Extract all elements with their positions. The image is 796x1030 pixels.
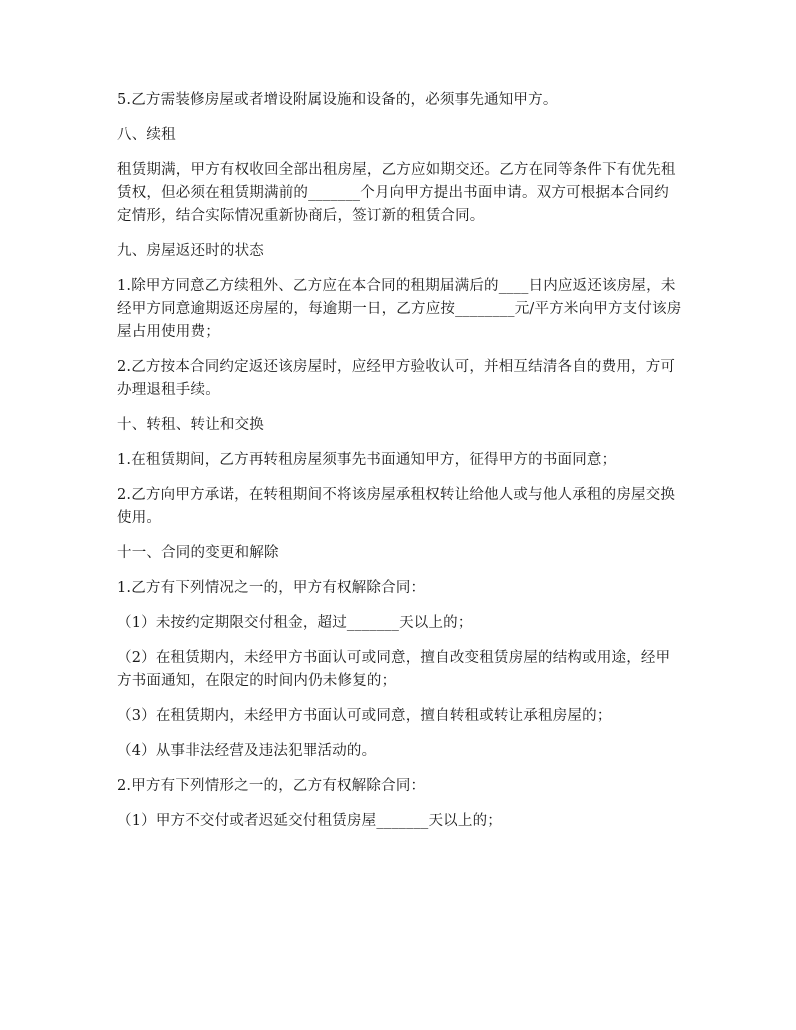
document-page	[117, 89, 682, 845]
termination-subclause-1-2: （2）在租赁期内，未经甲方书面认可或同意，擅自改变租赁房屋的结构或用途，经甲方书面通知，在限定的时间内仍未修复的；	[117, 650, 671, 689]
sublease-clause-1: 1.在租赁期间，乙方再转租房屋须事先书面通知甲方，征得甲方的书面同意；	[117, 452, 617, 468]
termination-subclause-2-1: （1）甲方不交付或者迟延交付租赁房屋_______天以上的；	[117, 813, 502, 829]
termination-subclause-1-3: （3）在租赁期内，未经甲方书面认可或同意，擅自转租或转让承租房屋的；	[117, 708, 612, 724]
clause-5-renovation-notice: 5.乙方需装修房屋或者增设附属设施和设备的，必须事先通知甲方。	[117, 92, 558, 108]
termination-subclause-1-1: （1）未按约定期限交付租金，超过_______天以上的；	[117, 615, 473, 631]
sublease-clause-2: 2.乙方向甲方承诺，在转租期间不将该房屋承租权转让给他人或与他人承租的房屋交换使用。	[117, 487, 676, 526]
termination-subclause-1-4: （4）从事非法经营及违法犯罪活动的。	[117, 743, 377, 759]
termination-clause-2: 2.甲方有下列情形之一的，乙方有权解除合同：	[117, 778, 426, 794]
return-clause-1: 1.除甲方同意乙方续租外、乙方应在本合同的租期届满后的____日内应返还该房屋，未经甲方同意逾期返还房屋的，每逾期一日，乙方应按________元/平方米向甲方支付该房屋占用使用费；	[117, 278, 682, 340]
termination-clause-1: 1.乙方有下列情况之一的，甲方有权解除合同：	[117, 580, 426, 596]
section-heading-renewal: 八、续租	[117, 127, 176, 143]
return-clause-2: 2.乙方按本合同约定返还该房屋时，应经甲方验收认可，并相互结清各自的费用，方可办理退租手续。	[117, 359, 676, 398]
section-heading-termination: 十一、合同的变更和解除	[117, 545, 279, 561]
section-heading-sublease: 十、转租、转让和交换	[117, 417, 264, 433]
renewal-paragraph: 租赁期满，甲方有权收回全部出租房屋，乙方应如期交还。乙方在同等条件下有优先租赁权，但必须在租赁期满前的_______个月向甲方提出书面申请。双方可根据本合同约定情形，结合实际情况重新协商后，签订新的租赁合同。	[117, 162, 676, 224]
section-heading-return-condition: 九、房屋返还时的状态	[117, 243, 264, 259]
